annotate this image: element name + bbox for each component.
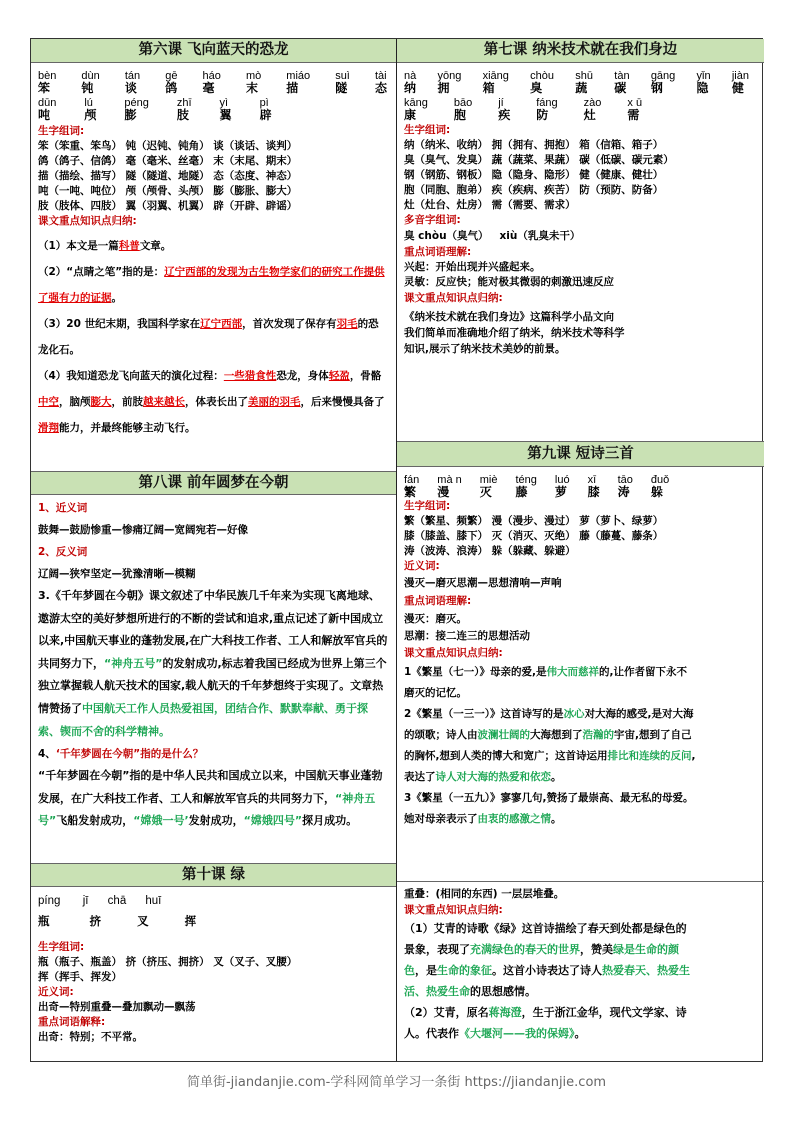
pinyin: x ū: [627, 97, 643, 109]
pinyin-character: [38, 71, 56, 95]
text-segment: 3《繁星（一五九）》寥寥几句,赞扬了最崇高、最无私的母爱。她对母亲表示了: [404, 792, 694, 825]
lesson7-word-line: 钢（钢筋、钢板） 隐（隐身、隐形） 健（健康、健壮）: [404, 169, 664, 181]
lesson9-word-line: 涛（波涛、浪涛） 躲（躲藏、躲避）: [404, 545, 576, 557]
lesson10-continued-section: [397, 881, 764, 1063]
character: 钝: [81, 81, 94, 95]
lesson6-pinyin-row2: [38, 98, 389, 122]
lesson6-knowledge-label: 课文重点知识点归纳:: [38, 215, 137, 227]
pinyin-character: [220, 98, 232, 122]
text-segment: 恐龙，身体: [276, 370, 329, 382]
pinyin: nà: [404, 70, 417, 82]
pinyin: tán: [124, 70, 141, 82]
pinyin-character: [697, 71, 711, 95]
lesson6-body: [31, 63, 396, 441]
character: 疾: [498, 108, 511, 122]
character: 谈: [124, 81, 137, 95]
pinyin-character: [286, 71, 310, 95]
lesson7-term: 灵敏：反应快；能对极其微弱的刺激迅速反应: [404, 276, 614, 288]
lesson6-point-1: [38, 233, 389, 259]
lesson10-section: [31, 863, 396, 1063]
lesson7-knowledge-line: 我们简单而准确地介绍了纳米，纳米技术等科学: [404, 327, 625, 339]
pinyin: téng: [515, 474, 537, 486]
lesson9-term: 漫灭：磨灭。: [404, 613, 467, 625]
lesson7-term: 兴起：开始出现并兴盛起来。: [404, 261, 541, 273]
pinyin-character: [177, 98, 192, 122]
pinyin: dūn: [38, 97, 57, 109]
pinyin-character: [203, 71, 221, 95]
lesson7-terms-label: 重点词语理解:: [404, 246, 472, 258]
lesson7-pinyin-row2: [404, 98, 757, 122]
lesson7-knowledge-line: 知识,展示了纳米技术美妙的前景。: [404, 343, 566, 355]
text-segment: （3）20 世纪末期，我国科学家在: [38, 318, 201, 330]
lesson10-synonyms-label: 近义词:: [38, 986, 74, 998]
text-segment: 由衷的感激之情: [477, 813, 551, 825]
pinyin-character: [246, 71, 261, 95]
text-segment: 的发射成功,标志着我国已经成为世界上第三个独立掌握载人航天技术的国家,载人航天的千年梦想终于实现了。文章热情赞扬了: [38, 656, 387, 715]
lesson7-section: [397, 39, 764, 441]
character: 翼: [219, 108, 232, 122]
text-segment: 羽毛: [336, 318, 358, 330]
lesson6-word-line: 鸽（鸽子、信鸽） 毫（毫米、丝毫） 末（末尾、期末）: [38, 155, 298, 167]
character: 防: [536, 108, 549, 122]
pinyin: suì: [335, 70, 350, 82]
pinyin: luó: [554, 474, 570, 486]
pinyin-character: [480, 475, 498, 499]
pinyin: bāo: [453, 97, 473, 109]
text-segment: 对大海的感受,是对大海的颂歌；诗人由: [404, 708, 694, 741]
text-segment: 3.《千年梦圆在今朝》课文叙述了中华民族几千年来为实现飞离地球、遨游太空的美好梦想所进行的不断的尝试和追求,重点记述了新中国成立以来,中国航天事业的蓬勃发展,在广大科技工作者、工人和解放军官兵的共同努力下，: [38, 589, 388, 670]
pinyin-character: [588, 475, 600, 499]
pinyin-character: [516, 475, 537, 499]
pinyin: dùn: [81, 70, 100, 82]
pinyin: jí: [498, 97, 504, 109]
pinyin-character: [584, 98, 602, 122]
pinyin: xī: [587, 474, 597, 486]
lesson9-synonyms: 漫灭—磨灭思潮—思想清响—声响: [404, 577, 562, 589]
text-segment: 中国航天工作人员热爱祖国，团结合作、默默奉献、勇于探索、锲而不舍的科学精神。: [38, 701, 368, 738]
lesson10-characters: 瓶 挤 叉 挥: [38, 914, 197, 928]
character: 灶: [583, 108, 596, 122]
character: 颅: [84, 108, 97, 122]
pinyin: yì: [219, 97, 229, 109]
pinyin: chòu: [530, 70, 555, 82]
character: 漫: [437, 485, 450, 499]
text-segment: 排比和连续的反问: [607, 750, 692, 762]
lesson10-body: [31, 887, 396, 1045]
lesson9-title: 第九课 短诗三首: [397, 441, 764, 467]
text-segment: ，体表长出了: [185, 396, 248, 408]
pinyin: yǐn: [696, 70, 711, 82]
character: 鸽: [165, 81, 178, 95]
text-segment: 。: [574, 1027, 586, 1040]
text-segment: （4）我知道恐龙飞向蓝天的演化过程：: [38, 370, 224, 382]
character: 隧: [335, 81, 348, 95]
pinyin: đuǒ: [650, 474, 670, 486]
character: 纳: [404, 81, 417, 95]
character: 膝: [587, 485, 600, 499]
character: 末: [245, 81, 258, 95]
text-segment: 滑翔: [38, 422, 59, 434]
text-segment: “嫦娥四号”: [243, 814, 303, 828]
text-segment: 浩瀚的: [582, 729, 614, 741]
text-segment: （1）艾青的诗歌《绿》这首诗描绘了春天到处都是绿色的景象，表现了: [404, 922, 687, 956]
lesson7-polyphone-label: 多音字组词:: [404, 214, 461, 226]
pinyin: pì: [259, 97, 269, 109]
character: 躲: [650, 485, 663, 499]
lesson10-continued-body: [397, 882, 764, 1044]
pinyin-character: [125, 71, 140, 95]
pinyin-character: [732, 71, 749, 95]
character: 涛: [617, 485, 630, 499]
lesson8-answer-4: [38, 765, 389, 833]
text-segment: 绿是生命的颜色: [404, 943, 679, 977]
character: 膨: [124, 108, 137, 122]
pinyin-character: [375, 71, 387, 95]
lesson10-word-line: 挥（挥手、挥发）: [38, 971, 122, 983]
pinyin-character: [335, 71, 350, 95]
lesson10-point-2: [404, 1002, 757, 1044]
lesson7-polyphone: 臭 chòu（臭气） xiù（乳臭未干）: [404, 230, 581, 242]
text-segment: 的,让作者留下永不磨灭的记忆。: [404, 666, 688, 699]
lesson7-word-line: 胞（同胞、胞弟） 疾（疾病、疾苦） 防（预防、防备）: [404, 184, 664, 196]
text-segment: 热爱春天、热爱生活、热爱生命: [404, 964, 690, 998]
lesson10-term-2: 重叠：(相同的东西) 一层层堆叠。: [404, 888, 565, 900]
pinyin: miè: [479, 474, 498, 486]
character: 描: [286, 81, 299, 95]
right-column: [397, 39, 764, 1061]
lesson10-title: 第十课 绿: [31, 863, 396, 887]
pinyin: fáng: [536, 97, 558, 109]
pinyin-character: [165, 71, 177, 95]
character: 吨: [38, 108, 51, 122]
text-segment: 科普: [118, 240, 140, 252]
character: 康: [404, 108, 417, 122]
character: 臭: [530, 81, 543, 95]
text-segment: 中空: [38, 396, 59, 408]
lesson8-body: [31, 495, 396, 833]
pinyin: tài: [374, 70, 387, 82]
pinyin: mà n: [437, 474, 462, 486]
pinyin: yōng: [437, 70, 462, 82]
text-segment: 充满绿色的春天的世界: [470, 943, 580, 956]
text-segment: ，骨骼: [349, 370, 382, 382]
pinyin-character: [530, 71, 554, 95]
lesson9-pinyin-row: [404, 475, 757, 499]
footer-watermark: 简单街-jiandanjie.com-学科网简单学习一条街 https://jiandanjie.com: [186, 1075, 607, 1090]
character: 需: [627, 108, 640, 122]
character: 毫: [202, 81, 215, 95]
text-segment: ，首次发现了保存有: [242, 318, 337, 330]
lesson7-word-line: 纳（纳米、收纳） 拥（拥有、拥抱） 箱（信箱、箱子）: [404, 139, 664, 151]
pinyin-character: [651, 475, 669, 499]
text-segment: ,表达了: [404, 750, 696, 783]
text-segment: 的思想感情。: [470, 985, 536, 998]
text-segment: 美丽的羽毛: [248, 396, 301, 408]
text-segment: 轻盈: [328, 370, 350, 382]
lesson8-synonyms-label: 1、近义词: [38, 502, 88, 514]
lesson9-term: 思潮：接二连三的思想活动: [404, 630, 530, 642]
lesson10-words-label: 生字组词:: [38, 941, 85, 953]
pinyin-character: [84, 98, 96, 122]
text-segment: 冰心: [563, 708, 585, 720]
text-segment: 生命的象征: [437, 964, 492, 977]
pinyin: zào: [583, 97, 602, 109]
lesson7-word-line: 灶（灶台、灶房） 需（需要、需求）: [404, 199, 576, 211]
pinyin: tàn: [614, 70, 630, 82]
character: 肢: [176, 108, 189, 122]
text-segment: 蒋海澄: [488, 1006, 522, 1019]
text-segment: 能力，并最终能够主动飞行。: [59, 422, 196, 434]
character: 胞: [453, 108, 466, 122]
lesson9-point-2: [404, 704, 757, 788]
text-segment: ，前肢: [111, 396, 143, 408]
text-segment: “神舟五号”: [38, 791, 376, 828]
pinyin-character: [404, 475, 419, 499]
lesson6-point-4: [38, 363, 389, 441]
text-segment: “嫦娥一号’: [133, 814, 189, 828]
text-segment: ，脑颅: [59, 396, 91, 408]
text-segment: 伟大而慈祥: [546, 666, 600, 678]
pinyin-character: [124, 98, 148, 122]
lesson9-words-label: 生字组词:: [404, 500, 451, 512]
lesson6-word-line: 吨（一吨、吨位） 颅（颅骨、头颅） 膨（膨胀、膨大）: [38, 185, 298, 197]
character: 笨: [38, 81, 51, 95]
text-segment: 波澜壮阔的: [477, 729, 530, 741]
pinyin: shū: [575, 70, 594, 82]
lesson10-term-1: 出奇：特别；不平常。: [38, 1031, 143, 1043]
pinyin: jiàn: [731, 70, 749, 82]
text-segment: （2）艾青，原名: [404, 1006, 489, 1019]
pinyin-character: [437, 475, 461, 499]
pinyin: gē: [165, 70, 178, 82]
text-segment: ，后来慢慢具备了: [300, 396, 385, 408]
pinyin-character: [575, 71, 593, 95]
pinyin: lú: [84, 97, 93, 109]
text-segment: 辽宁西部的发现为古生物学家们的研究工作提供了强有力的证据: [38, 266, 385, 304]
pinyin-character: [438, 71, 462, 95]
pinyin-character: [81, 71, 99, 95]
pinyin: háo: [202, 70, 221, 82]
text-segment: 2《繁星（一三一）》这首诗写的是: [404, 708, 564, 720]
pinyin-character: [404, 71, 416, 95]
lesson6-point-3: [38, 311, 389, 363]
lesson9-body: [397, 467, 764, 830]
pinyin-character: [614, 71, 629, 95]
lesson7-pinyin-row1: [404, 71, 757, 95]
pinyin-character: [483, 71, 509, 95]
lesson6-section: [31, 39, 396, 472]
lesson8-antonyms: 辽阔—狭窄坚定—犹豫清晰—模糊: [38, 568, 196, 580]
lesson10-synonyms: 出奇—特别重叠—叠加飘动—飘荡: [38, 1001, 196, 1013]
lesson7-knowledge-label: 课文重点知识点归纳:: [404, 292, 503, 304]
character: 萝: [554, 485, 567, 499]
text-segment: 飞船发射成功，: [56, 814, 134, 828]
text-segment: 《大堰河——我的保姆》: [459, 1027, 575, 1040]
pinyin: kāng: [404, 97, 428, 109]
lesson9-synonyms-label: 近义词:: [404, 560, 440, 572]
text-segment: 越来越长: [143, 396, 185, 408]
text-segment: （1）本文是一篇: [38, 240, 119, 252]
lesson10-pinyin: píng jī chā huī: [38, 895, 162, 907]
pinyin: gāng: [650, 70, 676, 82]
lesson6-word-line: 描（描绘、描写） 隧（隧道、地隧） 态（态度、神态）: [38, 170, 298, 182]
worksheet: [30, 38, 763, 1062]
character: 碳: [614, 81, 627, 95]
text-segment: 。: [551, 813, 562, 825]
pinyin-character: [38, 98, 56, 122]
lesson9-section: [397, 441, 764, 881]
lesson9-point-1: [404, 662, 757, 704]
text-segment: 宇宙,想到了自己的胸怀,想到人类的博大和宽广；这首诗运用: [404, 729, 692, 762]
text-segment: 膨大: [90, 396, 112, 408]
text-segment: 4、: [38, 748, 56, 761]
pinyin-character: [454, 98, 472, 122]
text-segment: “神舟五号”: [104, 656, 163, 670]
character: 辟: [259, 108, 272, 122]
pinyin: zhī: [176, 97, 192, 109]
text-segment: 文章。: [139, 240, 172, 252]
text-segment: 。: [551, 771, 562, 783]
text-segment: “千年梦圆在今朝”指的是中华人民共和国成立以来，中国航天事业蓬勃发展，在广大科技工作者、工人和解放军官兵的共同努力下，: [38, 769, 383, 805]
pinyin: bèn: [38, 70, 57, 82]
character: 藤: [515, 485, 528, 499]
lesson10-terms-label: 重点词语解释:: [38, 1016, 106, 1028]
lesson10-point-1: [404, 918, 757, 1002]
lesson8-synonyms: 鼓舞—鼓励惨重—惨痛辽阔—宽阔宛若—好像: [38, 524, 248, 536]
text-segment: 发射成功，: [188, 814, 244, 828]
character: 态: [374, 81, 387, 95]
lesson8-title: 第八课 前年圆梦在今朝: [31, 471, 396, 495]
text-segment: 辽宁西部: [200, 318, 243, 330]
lesson7-title: 第七课 纳米技术就在我们身边: [397, 39, 764, 63]
lesson6-word-line: 肢（肢体、四肢） 翼（羽翼、机翼） 辟（开辟、辟谣）: [38, 200, 298, 212]
lesson6-word-line: 笨（笨重、笨鸟） 钝（迟钝、钝角） 谈（谈话、谈判）: [38, 140, 298, 152]
character: 健: [731, 81, 744, 95]
pinyin-character: [498, 98, 510, 122]
lesson6-pinyin-row1: [38, 71, 389, 95]
lesson8-section: [31, 471, 396, 863]
lesson7-words-label: 生字组词:: [404, 124, 451, 136]
pinyin-character: [651, 71, 675, 95]
lesson9-word-line: 繁（繁星、频繁） 漫（漫步、漫过） 萝（萝卜、绿萝）: [404, 515, 664, 527]
character: 灭: [479, 485, 492, 499]
text-segment: 探月成功。: [302, 814, 358, 828]
lesson9-point-3: [404, 788, 757, 830]
pinyin-character: [536, 98, 557, 122]
text-segment: ，赞美: [580, 943, 613, 956]
pinyin: miáo: [286, 70, 311, 82]
character: 繁: [404, 485, 417, 499]
pinyin-character: [260, 98, 272, 122]
lesson7-knowledge-line: 《纳米技术就在我们身边》这篇科学小品文向: [404, 311, 614, 323]
character: 箱: [482, 81, 495, 95]
pinyin: mò: [245, 70, 262, 82]
text-segment: 。: [111, 292, 122, 304]
lesson7-word-line: 臭（臭气、发臭） 蔬（蔬菜、果蔬） 碳（低碳、碳元素）: [404, 154, 674, 166]
text-segment: 。这首小诗表达了诗人: [492, 964, 602, 977]
pinyin-character: [555, 475, 570, 499]
lesson8-question-4: [38, 743, 389, 765]
text-segment: ，生于浙江金华，现代文学家、诗人。代表作: [404, 1006, 687, 1040]
text-segment: 诗人对大海的热爱和依恋: [435, 771, 551, 783]
lesson6-point-2: [38, 259, 389, 311]
lesson8-antonyms-label: 2、反义词: [38, 546, 88, 558]
left-column: [31, 39, 397, 1061]
character: 拥: [437, 81, 450, 95]
character: 钢: [650, 81, 663, 95]
pinyin-character: [627, 98, 642, 122]
text-segment: （2）“点睛之笔”指的是：: [38, 266, 165, 278]
pinyin: péng: [124, 97, 149, 109]
lesson9-knowledge-label: 课文重点知识点归纳:: [404, 647, 503, 659]
pinyin-character: [618, 475, 633, 499]
character: 蔬: [575, 81, 588, 95]
lesson10-knowledge-label: 课文重点知识点归纳:: [404, 904, 503, 916]
lesson8-point-3: [38, 585, 389, 743]
text-segment: ‘千年梦圆在今朝”指的是什么？: [55, 748, 204, 761]
character: 隐: [696, 81, 709, 95]
lesson10-word-line: 瓶（瓶子、瓶盖） 挤（挤压、拥挤） 叉（叉子、叉腰）: [38, 956, 298, 968]
text-segment: 大海想到了: [530, 729, 583, 741]
lesson6-words-label: 生字组词:: [38, 125, 85, 137]
lesson6-title: 第六课 飞向蓝天的恐龙: [31, 39, 396, 63]
pinyin: tāo: [617, 474, 633, 486]
pinyin: xiāng: [482, 70, 509, 82]
text-segment: 一些猎食性: [223, 370, 277, 382]
lesson9-word-line: 膝（膝盖、膝下） 灭（消灭、灭绝） 藤（藤蔓、藤条）: [404, 530, 664, 542]
lesson9-terms-label: 重点词语理解:: [404, 595, 472, 607]
text-segment: 的恐龙化石。: [38, 318, 379, 356]
lesson7-body: [397, 63, 764, 357]
pinyin: fán: [404, 474, 420, 486]
text-segment: ，是: [415, 964, 437, 977]
text-segment: 1《繁星（七一）》母亲的爱,是: [404, 666, 547, 678]
pinyin-character: [404, 98, 428, 122]
